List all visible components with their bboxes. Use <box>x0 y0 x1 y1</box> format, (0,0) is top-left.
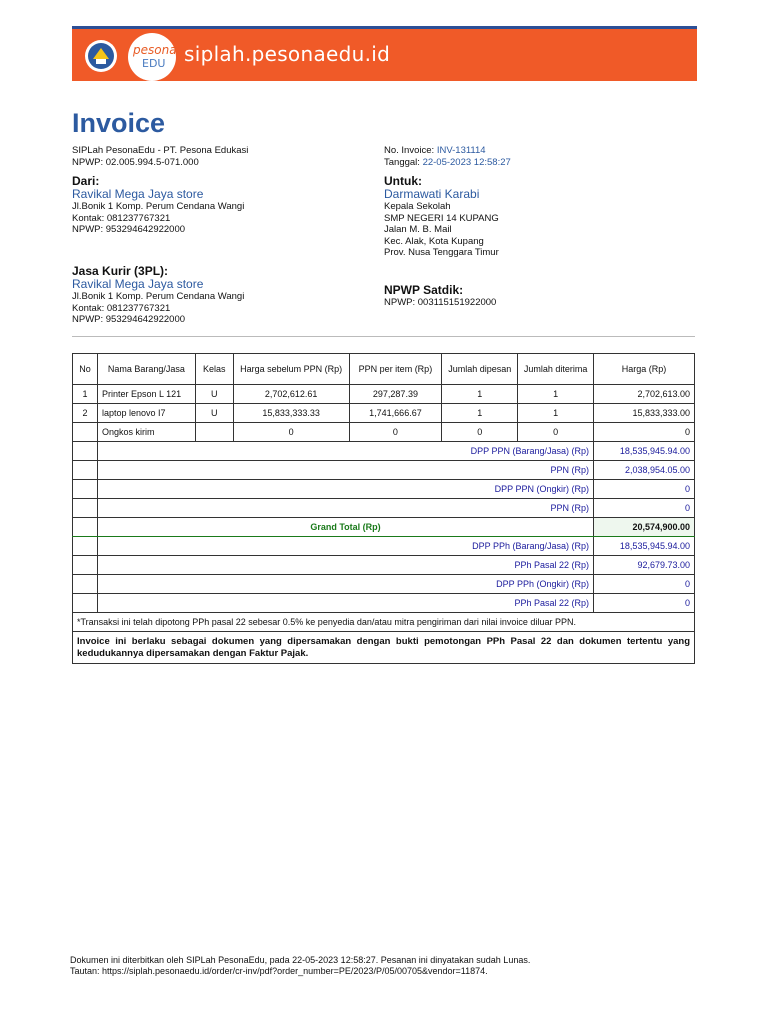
summary-value: 0 <box>594 499 695 518</box>
blank-cell <box>73 556 98 575</box>
summary-row <box>73 537 695 556</box>
courier-contact: Kontak: 081237767321 <box>72 302 171 314</box>
tax-note: *Transaksi ini telah dipotong PPh pasal 22 sebesar 0.5% ke penyedia dan/atau mitra pengiriman dari nilai invoice diluar PPN. <box>73 613 695 632</box>
summary-row <box>73 594 695 613</box>
logo-word-edu: EDU <box>142 57 166 70</box>
cell: 15,833,333.33 <box>233 404 349 423</box>
table-header-row <box>73 354 695 385</box>
table-row <box>73 423 695 442</box>
from-block <box>72 174 244 236</box>
cell: Printer Epson L 121 <box>97 385 195 404</box>
note-row <box>73 613 695 632</box>
to-heading: Untuk: <box>384 174 422 188</box>
summary-value: 18,535,945.94.00 <box>594 537 695 556</box>
summary-label: PPN (Rp) <box>97 461 593 480</box>
cell: 0 <box>233 423 349 442</box>
summary-label: PPN (Rp) <box>97 499 593 518</box>
cell: Ongkos kirim <box>97 423 195 442</box>
header-banner <box>72 29 697 81</box>
invoice-number-value: INV-131114 <box>436 145 486 156</box>
cell: 1,741,666.67 <box>349 404 442 423</box>
courier-npwp: NPWP: 953294642922000 <box>72 314 186 325</box>
cell: 2 <box>73 404 98 423</box>
invoice-number-label: No. Invoice: <box>384 145 437 156</box>
from-address: Jl.Bonik 1 Komp. Perum Cendana Wangi <box>72 201 245 212</box>
summary-value: 92,679.73.00 <box>594 556 695 575</box>
company-npwp: NPWP: 02.005.994.5-071.000 <box>72 156 199 168</box>
blank-cell <box>73 537 98 556</box>
summary-row <box>73 480 695 499</box>
cell: 1 <box>442 385 518 404</box>
cell <box>73 423 98 442</box>
summary-row <box>73 461 695 480</box>
invoice-date <box>384 157 511 169</box>
company-name: SIPLah PesonaEdu - PT. Pesona Edukasi <box>72 145 249 156</box>
satdik-npwp: NPWP: 003115151922000 <box>384 297 497 308</box>
cell: U <box>195 404 233 423</box>
pesonaedu-logo[interactable] <box>128 33 176 81</box>
cell <box>195 423 233 442</box>
courier-store: Ravikal Mega Jaya store <box>72 277 204 291</box>
from-heading: Dari: <box>72 174 100 188</box>
col-header: Harga (Rp) <box>594 354 695 385</box>
to-block <box>384 174 499 259</box>
invoice-meta <box>384 145 511 168</box>
cell: 0 <box>594 423 695 442</box>
cell: 2,702,612.61 <box>233 385 349 404</box>
cell: 1 <box>73 385 98 404</box>
cell: U <box>195 385 233 404</box>
summary-value: 0 <box>594 594 695 613</box>
footer-issued: Dokumen ini diterbitkan oleh SIPLah PesonaEdu, pada 22-05-2023 12:58:27. Pesanan ini dinyatakan sudah Lunas. <box>70 955 531 965</box>
cell: 1 <box>442 404 518 423</box>
cell: 2,702,613.00 <box>594 385 695 404</box>
emblem-icon <box>84 39 118 73</box>
summary-row <box>73 499 695 518</box>
page-title: Invoice <box>72 108 166 138</box>
col-header: Kelas <box>195 354 233 385</box>
blank-cell <box>73 594 98 613</box>
site-name[interactable]: siplah.pesonaedu.id <box>184 42 391 66</box>
invoice-table <box>72 353 695 664</box>
from-npwp: NPWP: 953294642922000 <box>72 224 186 235</box>
table-row <box>73 385 695 404</box>
summary-row <box>73 556 695 575</box>
grand-total-row <box>73 518 695 537</box>
legal-statement: Invoice ini berlaku sebagai dokumen yang dipersamakan dengan bukti pemotongan PPh Pasal 22 dan dokumen tertentu yang kedudukannya dipersamakan dengan Faktur Pajak. <box>73 632 695 664</box>
summary-row <box>73 575 695 594</box>
summary-label: DPP PPN (Barang/Jasa) (Rp) <box>97 442 593 461</box>
divider <box>72 336 695 337</box>
grand-total-label: Grand Total (Rp) <box>97 518 593 537</box>
courier-block <box>72 264 244 326</box>
to-name: Darmawati Karabi <box>384 187 480 201</box>
blank-cell <box>73 575 98 594</box>
col-header: Jumlah dipesan <box>442 354 518 385</box>
company-info <box>72 145 248 168</box>
to-line: Kepala Sekolah <box>384 201 451 212</box>
summary-value: 18,535,945.94.00 <box>594 442 695 461</box>
col-header: Harga sebelum PPN (Rp) <box>233 354 349 385</box>
cell: 0 <box>349 423 442 442</box>
invoice-number <box>384 145 511 157</box>
to-line: Jalan M. B. Mail <box>384 224 452 235</box>
table-row <box>73 404 695 423</box>
col-header: No <box>73 354 98 385</box>
blank-cell <box>73 518 98 537</box>
col-header: Nama Barang/Jasa <box>97 354 195 385</box>
cell: 15,833,333.00 <box>594 404 695 423</box>
summary-row <box>73 442 695 461</box>
summary-value: 0 <box>594 575 695 594</box>
cell: 1 <box>518 385 594 404</box>
blank-cell <box>73 480 98 499</box>
logo-word-pesona: pesona <box>133 43 177 57</box>
to-line: Prov. Nusa Tenggara Timur <box>384 247 499 258</box>
footer-link[interactable]: Tautan: https://siplah.pesonaedu.id/order/cr-inv/pdf?order_number=PE/2023/P/05/00705&vendor=11874. <box>70 966 488 976</box>
summary-label: DPP PPN (Ongkir) (Rp) <box>97 480 593 499</box>
satdik-block <box>384 283 496 309</box>
blank-cell <box>73 442 98 461</box>
summary-label: DPP PPh (Barang/Jasa) (Rp) <box>97 537 593 556</box>
summary-label: DPP PPh (Ongkir) (Rp) <box>97 575 593 594</box>
cell: 0 <box>518 423 594 442</box>
to-line: SMP NEGERI 14 KUPANG <box>384 212 499 224</box>
blank-cell <box>73 499 98 518</box>
from-store: Ravikal Mega Jaya store <box>72 187 204 201</box>
courier-heading: Jasa Kurir (3PL): <box>72 264 169 278</box>
summary-label: PPh Pasal 22 (Rp) <box>97 594 593 613</box>
summary-value: 0 <box>594 480 695 499</box>
col-header: PPN per item (Rp) <box>349 354 442 385</box>
footer <box>70 955 530 977</box>
invoice-date-label: Tanggal: <box>384 156 423 168</box>
legal-row <box>73 632 695 664</box>
cell: 1 <box>518 404 594 423</box>
col-header: Jumlah diterima <box>518 354 594 385</box>
cell: laptop lenovo I7 <box>97 404 195 423</box>
summary-value: 2,038,954.05.00 <box>594 461 695 480</box>
invoice-date-value: 22-05-2023 12:58:27 <box>422 156 511 168</box>
summary-label: PPh Pasal 22 (Rp) <box>97 556 593 575</box>
from-contact: Kontak: 081237767321 <box>72 212 171 224</box>
grand-total-value: 20,574,900.00 <box>594 518 695 537</box>
courier-address: Jl.Bonik 1 Komp. Perum Cendana Wangi <box>72 291 245 302</box>
to-line: Kec. Alak, Kota Kupang <box>384 235 484 247</box>
satdik-heading: NPWP Satdik: <box>384 283 464 297</box>
blank-cell <box>73 461 98 480</box>
cell: 297,287.39 <box>349 385 442 404</box>
cell: 0 <box>442 423 518 442</box>
